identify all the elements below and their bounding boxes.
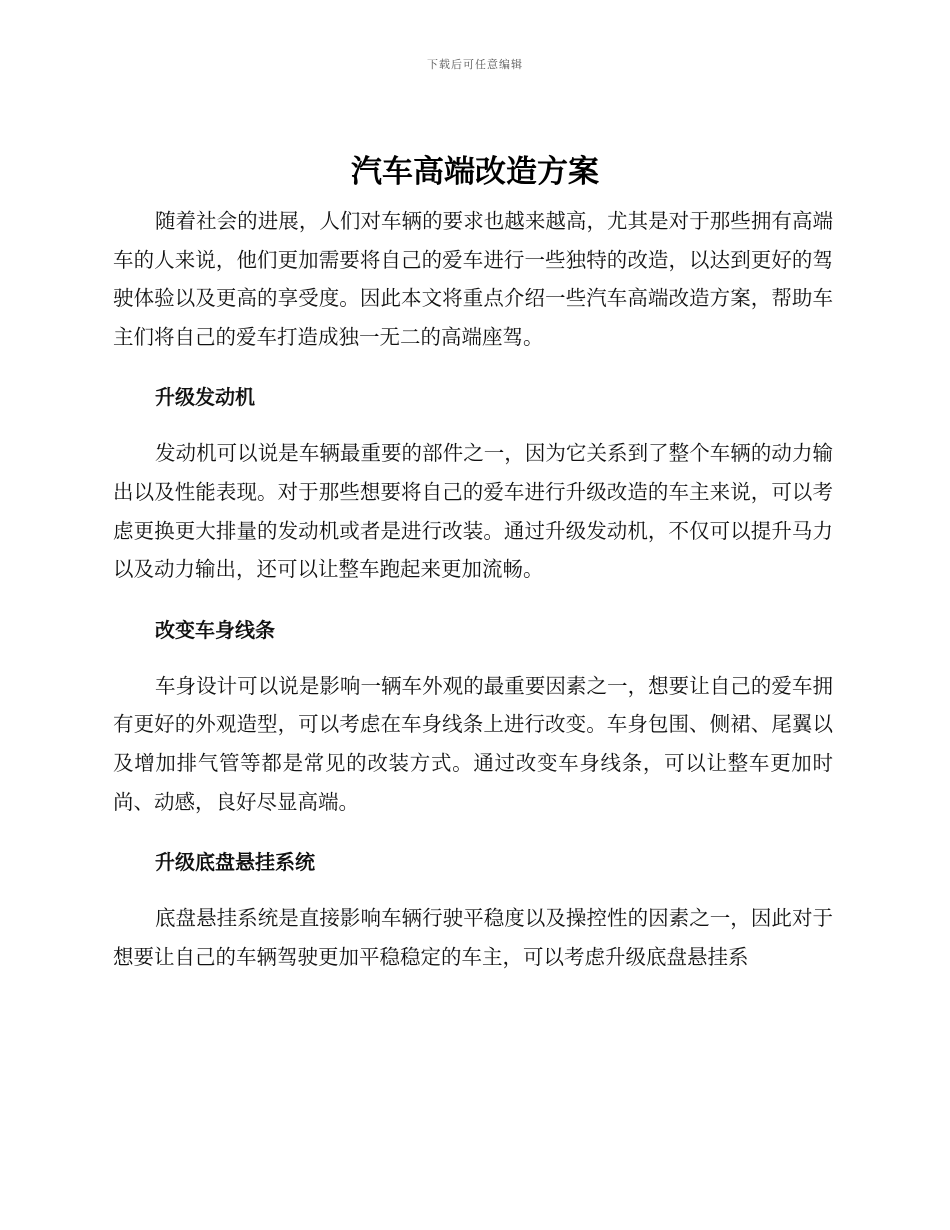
section-heading-suspension: 升级底盘悬挂系统 <box>155 850 315 875</box>
section-body-suspension: 底盘悬挂系统是直接影响车辆行驶平稳度以及操控性的因素之一，因此对于想要让自己的车辆驾驶更加平稳稳定的车主，可以考虑升级底盘悬挂系 <box>113 906 833 969</box>
document-body <box>113 202 833 976</box>
section-body-engine: 发动机可以说是车辆最重要的部件之一，因为它关系到了整个车辆的动力输出以及性能表现。对于那些想要将自己的爱车进行升级改造的车主来说，可以考虑更换更大排量的发动机或者是进行改装。通过升级发动机，不仅可以提升马力以及动力输出，还可以让整车跑起来更加流畅。 <box>113 441 833 582</box>
section-heading-engine: 升级发动机 <box>155 385 255 410</box>
section-heading-body-lines: 改变车身线条 <box>155 617 275 642</box>
header-note: 下载后可任意编辑 <box>427 58 523 71</box>
intro-paragraph: 随着社会的进展，人们对车辆的要求也越来越高，尤其是对于那些拥有高端车的人来说，他们更加需要将自己的爱车进行一些独特的改造，以达到更好的驾驶体验以及更高的享受度。因此本文将重点介绍一些汽车高端改造方案，帮助车主们将自己的爱车打造成独一无二的高端座驾。 <box>113 209 833 349</box>
section-body-body-lines: 车身设计可以说是影响一辆车外观的最重要因素之一，想要让自己的爱车拥有更好的外观造型，可以考虑在车身线条上进行改变。车身包围、侧裙、尾翼以及增加排气管等都是常见的改装方式。通过改变车身线条，可以让整车更加时尚、动感，良好尽显高端。 <box>113 673 833 814</box>
document-title: 汽车高端改造方案 <box>351 154 599 190</box>
